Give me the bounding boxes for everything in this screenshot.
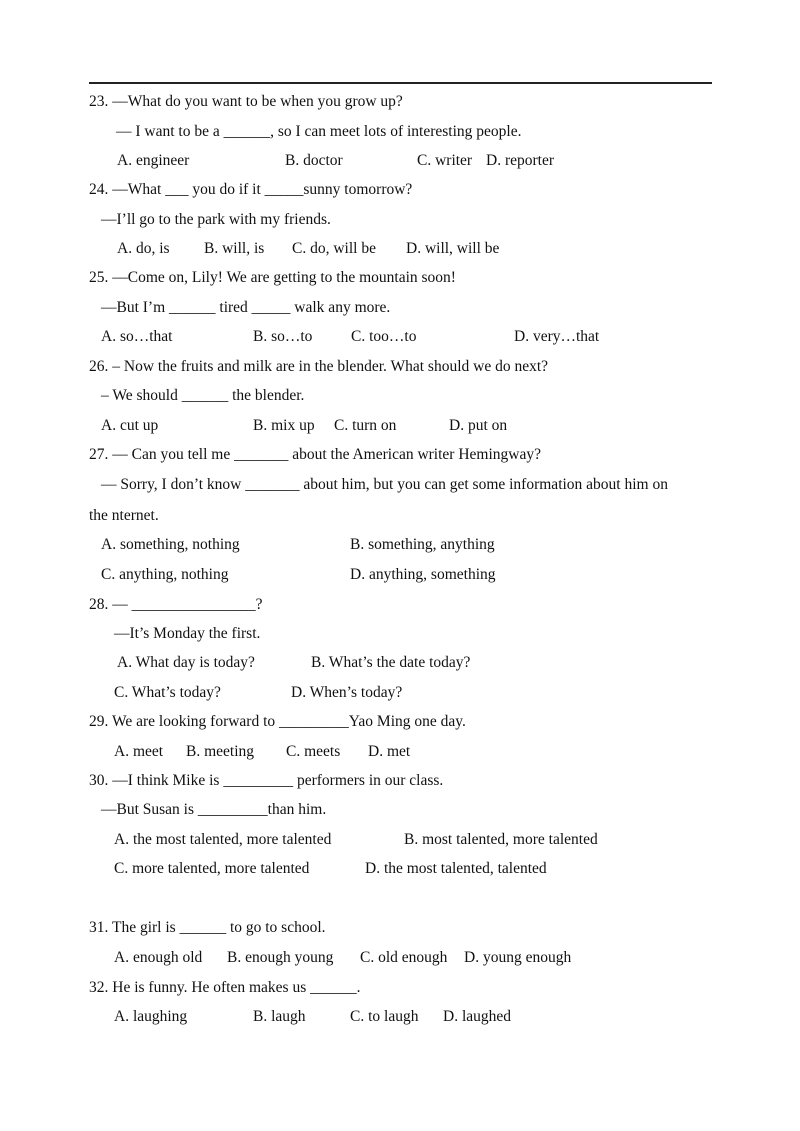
question-prompt: We are looking forward to _________Yao Ming one day. xyxy=(111,713,466,730)
question-number: 31. xyxy=(89,919,109,936)
q28-option-c[interactable]: C. What’s today? xyxy=(114,684,221,701)
q26-option-a[interactable]: A. cut up xyxy=(101,417,159,434)
q23-option-b[interactable]: B. doctor xyxy=(285,152,343,169)
q29-option-a[interactable]: A. meet xyxy=(114,743,164,760)
q28-option-b[interactable]: B. What’s the date today? xyxy=(311,654,471,671)
q27-option-c[interactable]: C. anything, nothing xyxy=(101,566,229,583)
q25-option-b[interactable]: B. so…to xyxy=(253,328,313,345)
question-prompt: —What ___ you do if it _____sunny tomorrow? xyxy=(112,181,413,198)
q32-option-a[interactable]: A. laughing xyxy=(114,1008,188,1025)
question-prompt: The girl is ______ to go to school. xyxy=(111,919,326,936)
question-23 xyxy=(89,92,403,112)
question-number: 24. xyxy=(89,181,109,198)
question-23-reply: — I want to be a ______, so I can meet lots of interesting people. xyxy=(116,123,522,140)
question-number: 23. xyxy=(89,93,109,110)
q26-option-b[interactable]: B. mix up xyxy=(253,417,315,434)
q27-option-d[interactable]: D. anything, something xyxy=(350,566,496,583)
question-28-reply: —It’s Monday the first. xyxy=(114,625,261,642)
question-27-reply-cont: the nternet. xyxy=(89,507,159,524)
question-26-reply: – We should ______ the blender. xyxy=(101,387,305,404)
q29-option-b[interactable]: B. meeting xyxy=(186,743,255,760)
question-number: 29. xyxy=(89,713,109,730)
q25-option-a[interactable]: A. so…that xyxy=(101,328,173,345)
question-number: 32. xyxy=(89,979,109,996)
q31-option-a[interactable]: A. enough old xyxy=(114,949,203,966)
q30-option-b[interactable]: B. most talented, more talented xyxy=(404,831,598,848)
question-30 xyxy=(89,771,443,791)
q30-option-c[interactable]: C. more talented, more talented xyxy=(114,860,310,877)
question-prompt: – Now the fruits and milk are in the blender. What should we do next? xyxy=(112,358,549,375)
question-prompt: —What do you want to be when you grow up? xyxy=(112,93,403,110)
header-rule xyxy=(89,82,712,84)
q26-option-d[interactable]: D. put on xyxy=(449,417,508,434)
q24-option-d[interactable]: D. will, will be xyxy=(406,240,500,257)
q28-option-a[interactable]: A. What day is today? xyxy=(117,654,255,671)
question-number: 30. xyxy=(89,772,109,789)
question-26 xyxy=(89,357,548,377)
q31-option-c[interactable]: C. old enough xyxy=(360,949,448,966)
question-prompt: He is funny. He often makes us ______. xyxy=(112,979,361,996)
q32-option-b[interactable]: B. laugh xyxy=(253,1008,306,1025)
question-29 xyxy=(89,712,466,732)
q23-option-c[interactable]: C. writer xyxy=(417,152,473,169)
q27-option-a[interactable]: A. something, nothing xyxy=(101,536,240,553)
question-32 xyxy=(89,978,361,998)
question-31 xyxy=(89,918,326,938)
question-prompt: — Can you tell me _______ about the American writer Hemingway? xyxy=(112,446,541,463)
q29-option-d[interactable]: D. met xyxy=(368,743,411,760)
q28-option-d[interactable]: D. When’s today? xyxy=(291,684,403,701)
question-27-reply: — Sorry, I don’t know _______ about him, but you can get some information about him on xyxy=(101,476,668,493)
q30-option-a[interactable]: A. the most talented, more talented xyxy=(114,831,332,848)
question-25 xyxy=(89,268,456,288)
q30-option-d[interactable]: D. the most talented, talented xyxy=(365,860,547,877)
question-28 xyxy=(89,595,263,615)
q25-option-c[interactable]: C. too…to xyxy=(351,328,417,345)
question-24-reply: —I’ll go to the park with my friends. xyxy=(101,211,331,228)
q25-option-d[interactable]: D. very…that xyxy=(514,328,600,345)
q26-option-c[interactable]: C. turn on xyxy=(334,417,397,434)
q31-option-d[interactable]: D. young enough xyxy=(464,949,572,966)
q32-option-c[interactable]: C. to laugh xyxy=(350,1008,419,1025)
question-number: 25. xyxy=(89,269,109,286)
question-number: 27. xyxy=(89,446,109,463)
question-27 xyxy=(89,445,541,465)
q31-option-b[interactable]: B. enough young xyxy=(227,949,334,966)
question-30-reply: —But Susan is _________than him. xyxy=(101,801,327,818)
question-number: 28. xyxy=(89,596,109,613)
question-prompt: —I think Mike is _________ performers in our class. xyxy=(112,772,444,789)
q23-option-d[interactable]: D. reporter xyxy=(486,152,554,169)
question-prompt: —Come on, Lily! We are getting to the mountain soon! xyxy=(112,269,456,286)
q24-option-b[interactable]: B. will, is xyxy=(204,240,265,257)
q32-option-d[interactable]: D. laughed xyxy=(443,1008,512,1025)
q29-option-c[interactable]: C. meets xyxy=(286,743,341,760)
question-24 xyxy=(89,180,412,200)
question-prompt: — ________________? xyxy=(112,596,263,613)
q24-option-c[interactable]: C. do, will be xyxy=(292,240,376,257)
question-25-reply: —But I’m ______ tired _____ walk any more. xyxy=(101,299,391,316)
q23-option-a[interactable]: A. engineer xyxy=(117,152,190,169)
q24-option-a[interactable]: A. do, is xyxy=(117,240,170,257)
q27-option-b[interactable]: B. something, anything xyxy=(350,536,495,553)
question-number: 26. xyxy=(89,358,109,375)
